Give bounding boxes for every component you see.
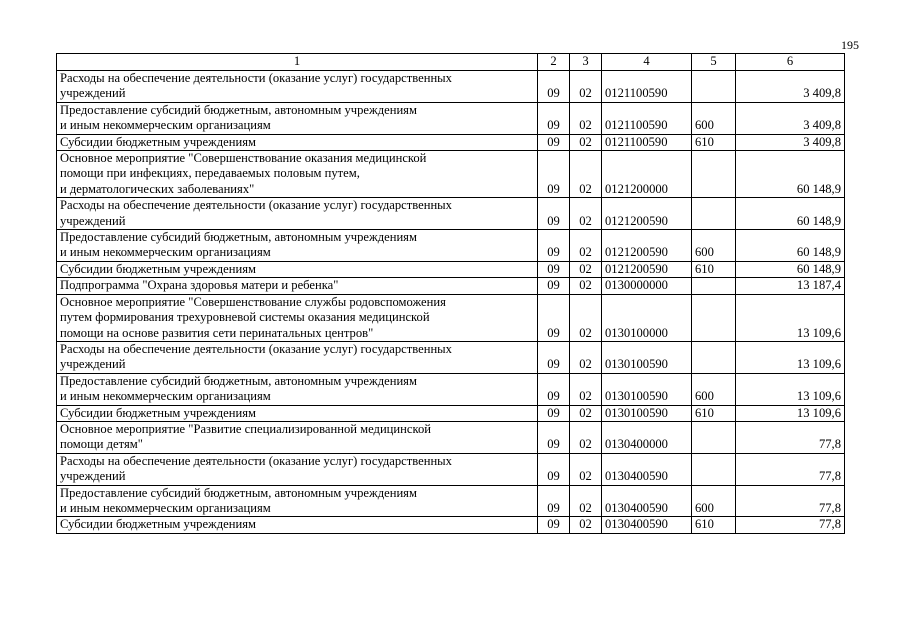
row-target-article: 0121200000: [602, 151, 692, 198]
row-subsection: 02: [570, 373, 602, 405]
row-target-article: 0121200590: [602, 230, 692, 262]
header-col-5: 5: [692, 54, 736, 71]
table-row: [57, 261, 845, 277]
row-section: 09: [538, 198, 570, 230]
table-row: [57, 405, 845, 421]
row-subsection: 02: [570, 71, 602, 103]
row-expense-kind: 600: [692, 485, 736, 517]
row-expense-kind: [692, 198, 736, 230]
table-row: [57, 373, 845, 405]
row-target-article: 0130400590: [602, 485, 692, 517]
row-target-article: 0121100590: [602, 71, 692, 103]
row-expense-kind: 610: [692, 134, 736, 150]
row-amount: 77,8: [736, 517, 845, 533]
row-amount: 13 109,6: [736, 405, 845, 421]
table-header-row: [57, 54, 845, 71]
row-amount: 60 148,9: [736, 198, 845, 230]
row-description: Подпрограмма "Охрана здоровья матери и ребенка": [57, 278, 538, 294]
row-subsection: 02: [570, 261, 602, 277]
row-expense-kind: 600: [692, 373, 736, 405]
row-description: Предоставление субсидий бюджетным, автономным учреждениям и иным некоммерческим организациям: [57, 373, 538, 405]
table-row: [57, 278, 845, 294]
table-row: [57, 453, 845, 485]
row-amount: 77,8: [736, 453, 845, 485]
row-section: 09: [538, 230, 570, 262]
row-subsection: 02: [570, 453, 602, 485]
row-amount: 3 409,8: [736, 134, 845, 150]
row-target-article: 0130100000: [602, 294, 692, 341]
table-row: [57, 341, 845, 373]
row-section: 09: [538, 134, 570, 150]
row-expense-kind: 600: [692, 230, 736, 262]
row-target-article: 0130400590: [602, 517, 692, 533]
page-number: 195: [841, 38, 859, 52]
table-row: [57, 517, 845, 533]
table-row: [57, 230, 845, 262]
row-subsection: 02: [570, 294, 602, 341]
row-subsection: 02: [570, 134, 602, 150]
row-subsection: 02: [570, 485, 602, 517]
header-col-6: 6: [736, 54, 845, 71]
row-section: 09: [538, 453, 570, 485]
row-amount: 13 187,4: [736, 278, 845, 294]
row-description: Субсидии бюджетным учреждениям: [57, 517, 538, 533]
row-description: Предоставление субсидий бюджетным, автономным учреждениям и иным некоммерческим организациям: [57, 485, 538, 517]
row-subsection: 02: [570, 151, 602, 198]
row-target-article: 0130400000: [602, 421, 692, 453]
row-description: Расходы на обеспечение деятельности (оказание услуг) государственных учреждений: [57, 71, 538, 103]
row-expense-kind: 610: [692, 405, 736, 421]
row-expense-kind: [692, 71, 736, 103]
row-section: 09: [538, 102, 570, 134]
table-row: [57, 485, 845, 517]
row-amount: 60 148,9: [736, 151, 845, 198]
table-row: [57, 151, 845, 198]
row-section: 09: [538, 373, 570, 405]
header-col-2: 2: [538, 54, 570, 71]
table-row: [57, 71, 845, 103]
row-target-article: 0130000000: [602, 278, 692, 294]
row-target-article: 0121100590: [602, 134, 692, 150]
row-subsection: 02: [570, 102, 602, 134]
row-section: 09: [538, 278, 570, 294]
row-expense-kind: [692, 294, 736, 341]
row-target-article: 0121200590: [602, 261, 692, 277]
row-subsection: 02: [570, 517, 602, 533]
row-description: Субсидии бюджетным учреждениям: [57, 261, 538, 277]
row-expense-kind: [692, 453, 736, 485]
row-target-article: 0130100590: [602, 373, 692, 405]
row-description: Расходы на обеспечение деятельности (оказание услуг) государственных учреждений: [57, 453, 538, 485]
row-expense-kind: 600: [692, 102, 736, 134]
row-expense-kind: 610: [692, 261, 736, 277]
row-section: 09: [538, 151, 570, 198]
row-target-article: 0121100590: [602, 102, 692, 134]
budget-table: [56, 53, 845, 534]
table-row: [57, 134, 845, 150]
table-row: [57, 198, 845, 230]
table-body: [57, 71, 845, 534]
row-subsection: 02: [570, 278, 602, 294]
row-description: Основное мероприятие "Совершенствование оказания медицинской помощи при инфекциях, передаваемых половым путем, и дерматологических заболеваниях": [57, 151, 538, 198]
row-target-article: 0130400590: [602, 453, 692, 485]
row-subsection: 02: [570, 230, 602, 262]
row-expense-kind: [692, 421, 736, 453]
row-subsection: 02: [570, 421, 602, 453]
row-expense-kind: [692, 278, 736, 294]
row-description: Основное мероприятие "Развитие специализированной медицинской помощи детям": [57, 421, 538, 453]
row-description: Предоставление субсидий бюджетным, автономным учреждениям и иным некоммерческим организациям: [57, 230, 538, 262]
row-amount: 60 148,9: [736, 261, 845, 277]
row-section: 09: [538, 405, 570, 421]
row-amount: 60 148,9: [736, 230, 845, 262]
row-description: Расходы на обеспечение деятельности (оказание услуг) государственных учреждений: [57, 198, 538, 230]
row-target-article: 0130100590: [602, 405, 692, 421]
table-row: [57, 294, 845, 341]
row-expense-kind: [692, 341, 736, 373]
row-expense-kind: [692, 151, 736, 198]
row-description: Предоставление субсидий бюджетным, автономным учреждениям и иным некоммерческим организациям: [57, 102, 538, 134]
row-description: Субсидии бюджетным учреждениям: [57, 405, 538, 421]
row-amount: 77,8: [736, 421, 845, 453]
row-amount: 13 109,6: [736, 294, 845, 341]
row-description: Субсидии бюджетным учреждениям: [57, 134, 538, 150]
row-target-article: 0121200590: [602, 198, 692, 230]
row-subsection: 02: [570, 341, 602, 373]
header-col-4: 4: [602, 54, 692, 71]
row-amount: 77,8: [736, 485, 845, 517]
header-col-3: 3: [570, 54, 602, 71]
row-amount: 13 109,6: [736, 373, 845, 405]
table-row: [57, 421, 845, 453]
header-col-1: 1: [57, 54, 538, 71]
row-amount: 3 409,8: [736, 102, 845, 134]
row-section: 09: [538, 294, 570, 341]
row-subsection: 02: [570, 405, 602, 421]
row-description: Основное мероприятие "Совершенствование службы родовспоможения путем формирования трехуровневой системы оказания медицинской помощи на основе развития сети перинатальных центров": [57, 294, 538, 341]
row-section: 09: [538, 485, 570, 517]
row-section: 09: [538, 421, 570, 453]
row-section: 09: [538, 517, 570, 533]
row-target-article: 0130100590: [602, 341, 692, 373]
row-subsection: 02: [570, 198, 602, 230]
row-section: 09: [538, 261, 570, 277]
row-description: Расходы на обеспечение деятельности (оказание услуг) государственных учреждений: [57, 341, 538, 373]
row-amount: 13 109,6: [736, 341, 845, 373]
table-row: [57, 102, 845, 134]
row-amount: 3 409,8: [736, 71, 845, 103]
row-section: 09: [538, 341, 570, 373]
row-expense-kind: 610: [692, 517, 736, 533]
row-section: 09: [538, 71, 570, 103]
